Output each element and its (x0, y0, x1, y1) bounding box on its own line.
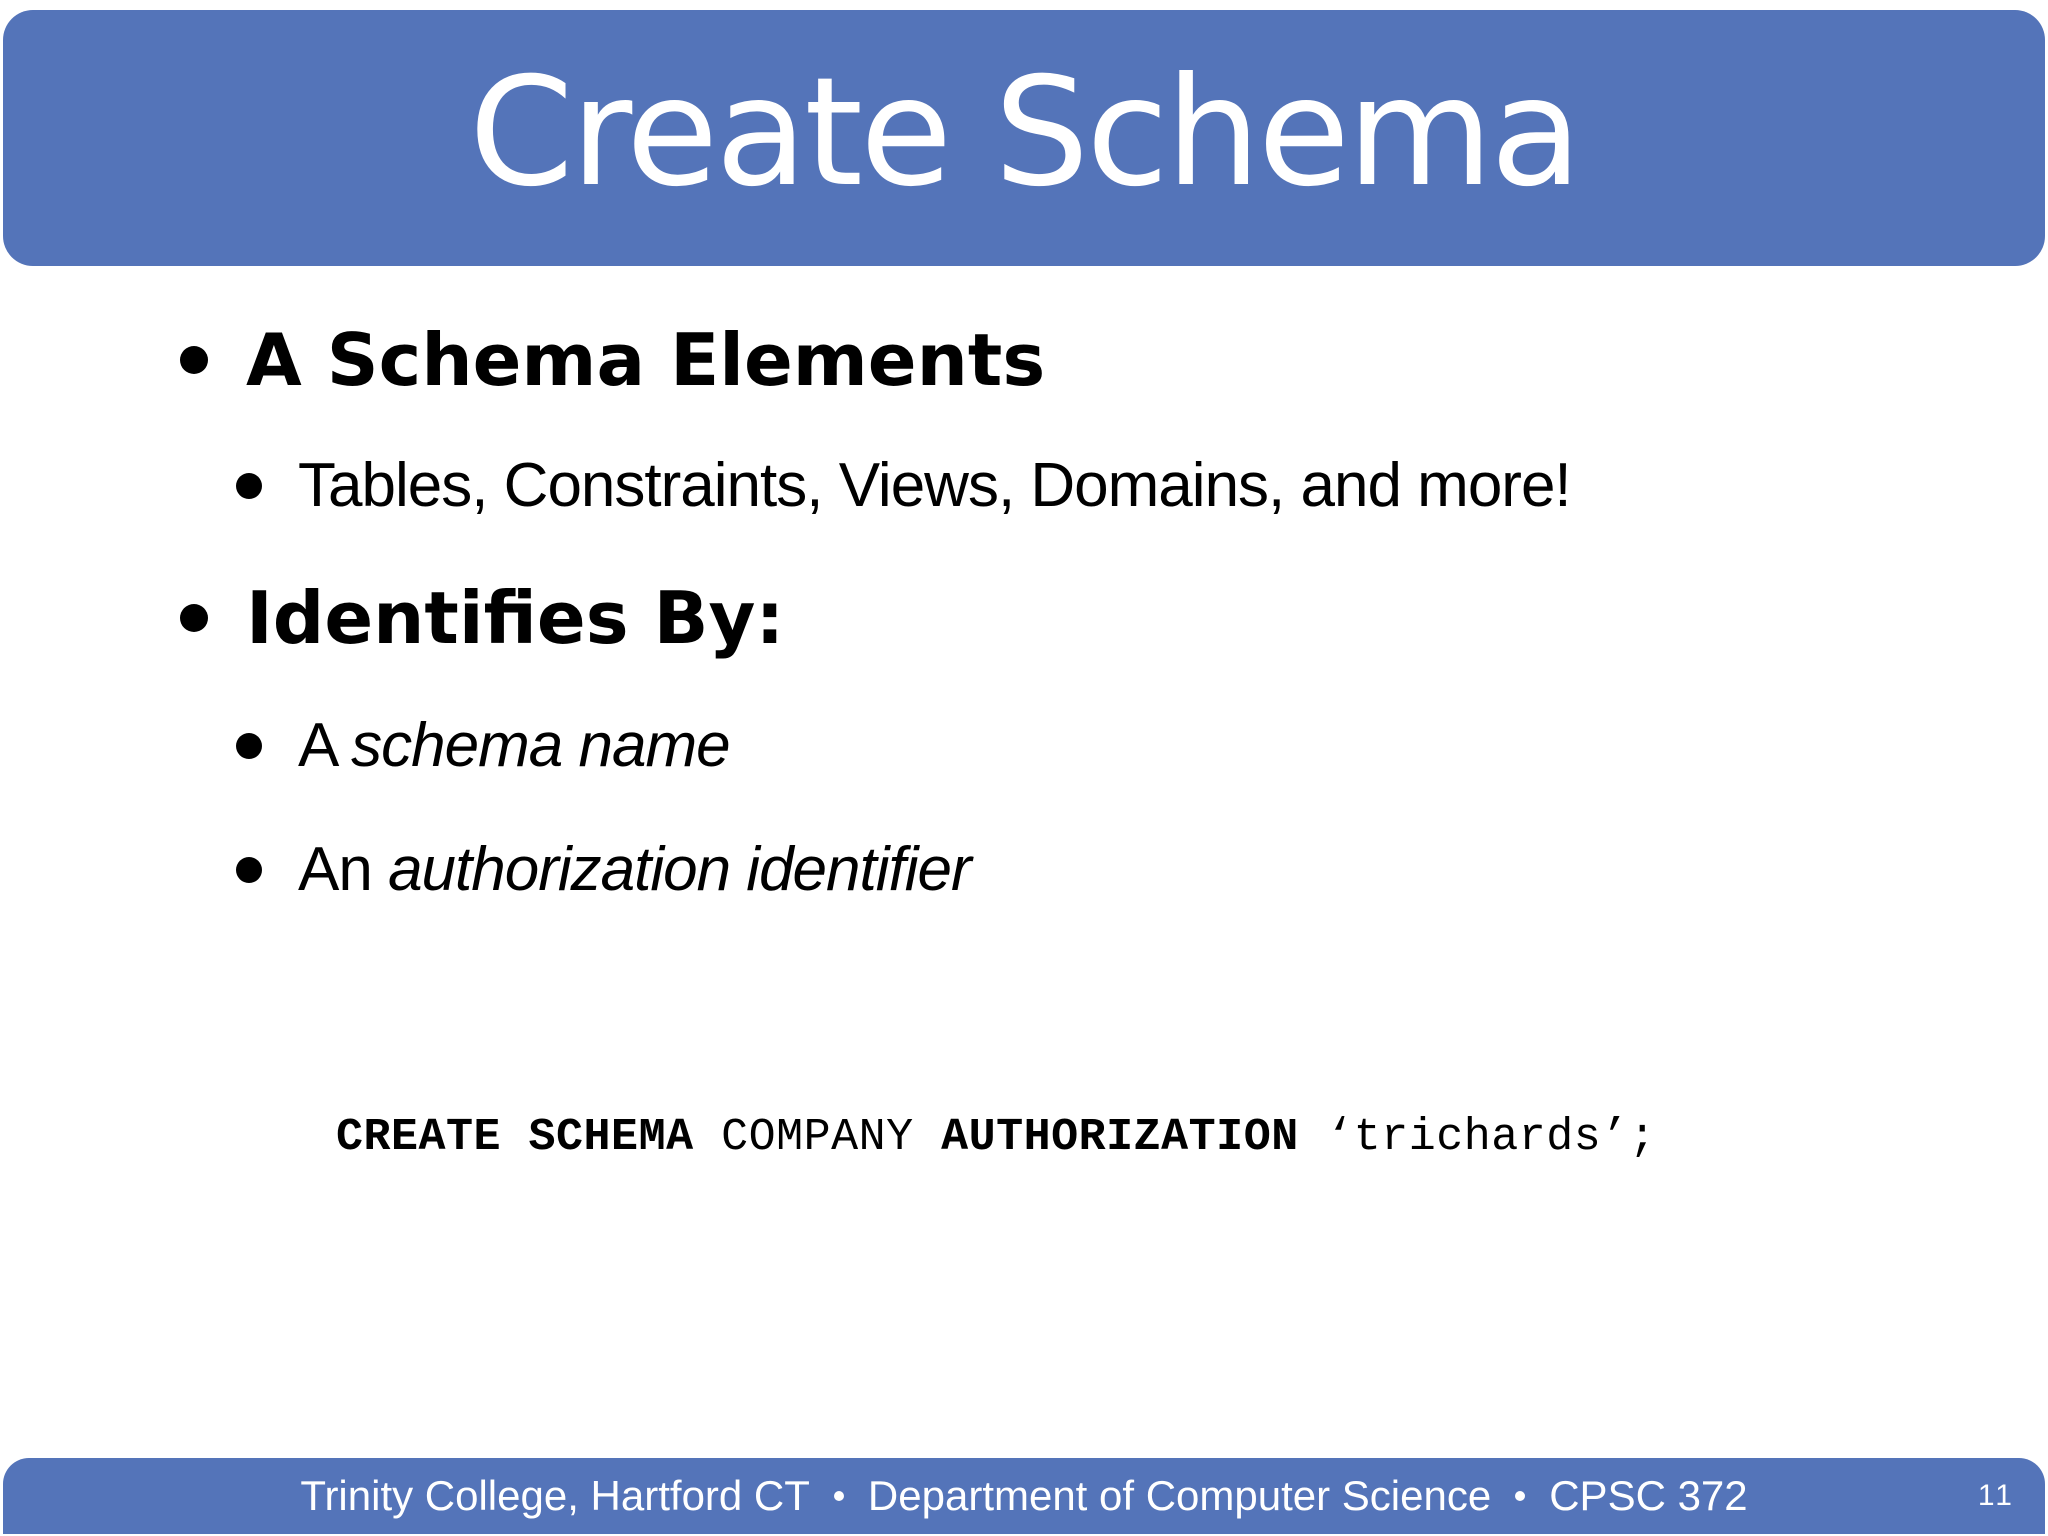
sub-bullet-prefix: An (298, 835, 389, 904)
sql-schema-name: COMPANY (721, 1112, 914, 1163)
bullet-dot-icon (236, 857, 262, 883)
bullet-identifies-by (180, 576, 784, 660)
sub-bullet-text: Tables, Constraints, Views, Domains, and more! (298, 451, 1571, 520)
sql-authorization-value: ‘trichards’; (1326, 1112, 1657, 1163)
sub-bullet-emphasis: authorization identifier (388, 835, 971, 904)
sql-keyword-authorization: AUTHORIZATION (941, 1112, 1299, 1163)
bullet-heading: Identifies By: (246, 576, 785, 660)
sub-bullet-text (298, 710, 730, 781)
bullet-dot-icon (236, 733, 262, 759)
page-number: 11 (1977, 1479, 2015, 1512)
footer-institution: Trinity College, Hartford CT (300, 1472, 810, 1519)
bullet-heading: A Schema Elements (246, 318, 1046, 402)
footer-course: CPSC 372 (1549, 1472, 1748, 1519)
sql-code-example (336, 1112, 1656, 1163)
footer-bar (3, 1458, 2045, 1534)
sub-bullet-text (298, 834, 971, 905)
sub-bullet-authorization-identifier (236, 834, 971, 905)
title-bar (3, 10, 2045, 266)
bullet-dot-icon (236, 473, 262, 499)
sql-keyword-create: CREATE (336, 1112, 502, 1163)
sql-keyword-schema: SCHEMA (528, 1112, 694, 1163)
sub-bullet-schema-name (236, 710, 730, 781)
bullet-dot-icon (180, 604, 208, 632)
footer-text (3, 1458, 2045, 1534)
footer-separator-dot-icon (1515, 1491, 1525, 1501)
sub-bullet-emphasis: schema name (351, 711, 730, 780)
slide-title: Create Schema (468, 46, 1580, 220)
bullet-schema-elements (180, 318, 1045, 402)
footer-separator-dot-icon (834, 1491, 844, 1501)
sub-bullet-prefix: A (298, 711, 352, 780)
footer-department: Department of Computer Science (867, 1472, 1492, 1519)
sub-bullet-elements-list (236, 450, 1571, 521)
bullet-dot-icon (180, 346, 208, 374)
